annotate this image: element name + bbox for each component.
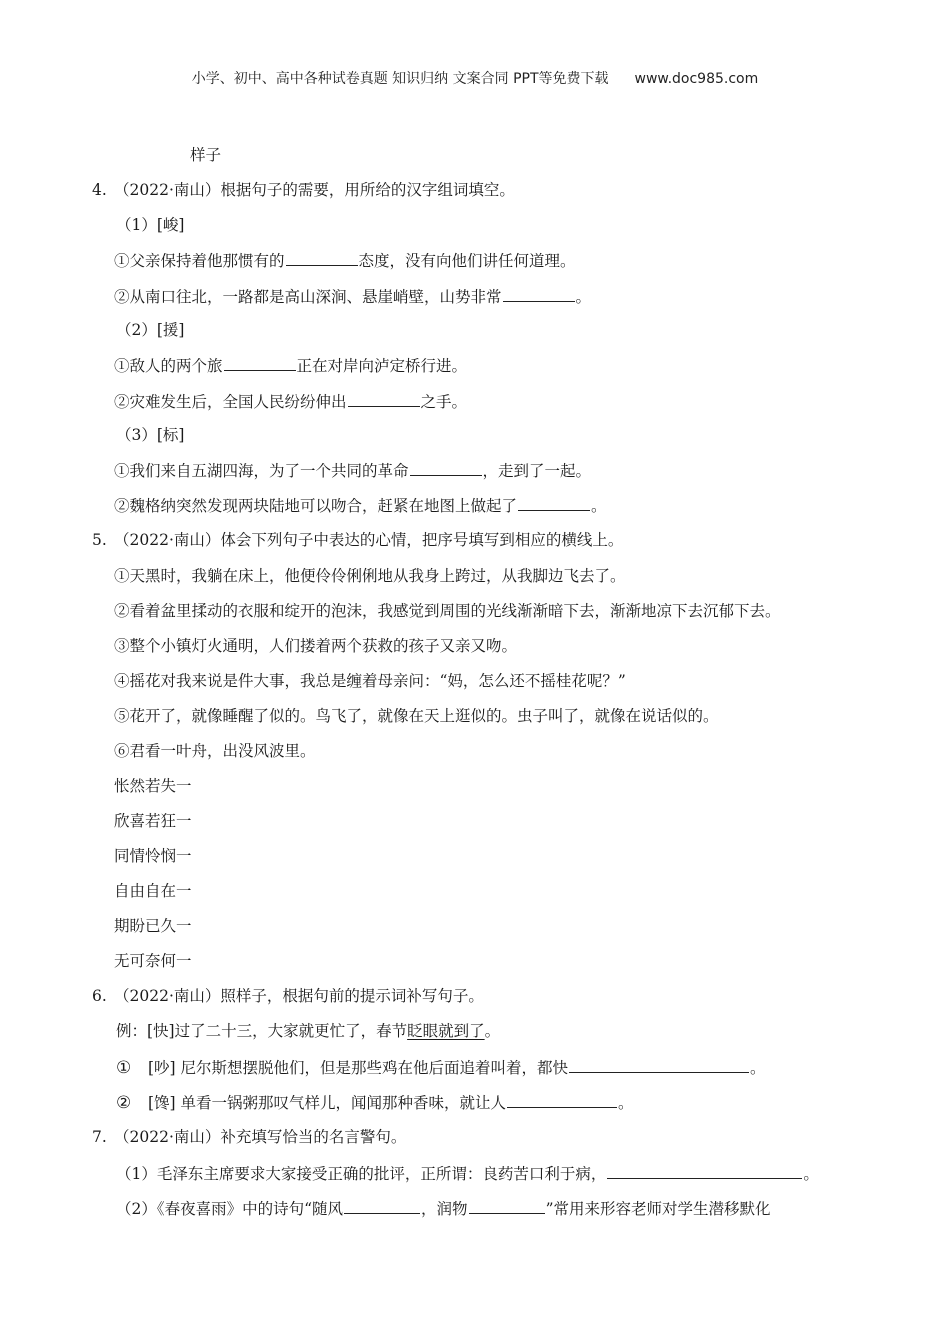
header-text: 小学、初中、高中各种试卷真题 知识归纳 文案合同 PPT等免费下载 (191, 71, 609, 87)
q5-mood-3: 同情怜悯一 (114, 847, 192, 865)
q5-mood-1: 怅然若失一 (114, 777, 192, 795)
example-underlined-phrase: 眨眼就到了 (407, 1022, 485, 1040)
answer-blank[interactable] (507, 1092, 617, 1108)
answer-blank[interactable] (569, 1057, 749, 1073)
answer-blank[interactable] (503, 286, 575, 302)
q5-number: 5. (92, 531, 107, 549)
q6-number: 6. (92, 987, 107, 1005)
q5-sentence-5: ⑤花开了，就像睡醒了似的。鸟飞了，就像在天上逛似的。虫子叫了，就像在说话似的。 (114, 707, 719, 725)
q5-sentence-6: ⑥君看一叶舟，出没风波里。 (114, 742, 316, 760)
header-site: www.doc985.com (634, 71, 759, 87)
q4-part2-item-b: ②灾难发生后，全国人民纷纷伸出 之手。 (114, 393, 468, 411)
q7-number: 7. (92, 1128, 107, 1146)
page-header (0, 68, 950, 88)
q5-mood-6: 无可奈何一 (114, 952, 192, 970)
q6-item-2: ② [馋] 单看一锅粥那叹气样儿，闻闻那种香味，就让人 。 (116, 1093, 634, 1113)
q4-part1-label: （1）[峻] (116, 216, 185, 234)
q5-mood-5: 期盼已久一 (114, 917, 192, 935)
q5-mood-2: 欣喜若狂一 (114, 812, 192, 830)
answer-blank[interactable] (286, 250, 358, 266)
q5-sentence-4: ④摇花对我来说是件大事，我总是缠着母亲问：“妈，怎么还不摇桂花呢？” (114, 672, 626, 690)
q6-stem: （2022·南山）照样子，根据句前的提示词补写句子。 (114, 987, 484, 1005)
q7-part1: （1）毛泽东主席要求大家接受正确的批评，正所谓：良药苦口利于病， 。 (116, 1165, 819, 1183)
q4-part3-item-a: ①我们来自五湖四海，为了一个共同的革命 ，走到了一起。 (114, 462, 592, 480)
q5-sentence-2: ②看着盆里揉动的衣服和绽开的泡沫，我感觉到周围的光线渐渐暗下去，渐渐地凉下去沉郁下去。 (114, 602, 781, 620)
q5-mood-4: 自由自在一 (114, 882, 192, 900)
answer-blank[interactable] (518, 495, 590, 511)
q4-stem: （2022·南山）根据句子的需要，用所给的汉字组词填空。 (114, 181, 515, 199)
q4-part3-item-b: ②魏格纳突然发现两块陆地可以吻合，赶紧在地图上做起了 。 (114, 497, 607, 515)
answer-blank[interactable] (469, 1198, 545, 1214)
answer-blank[interactable] (410, 460, 482, 476)
q4-part3-label: （3）[标] (116, 426, 185, 444)
q6-example: 例：[快]过了二十三，大家就更忙了，春节眨眼就到了。 (116, 1022, 501, 1040)
q5-sentence-3: ③整个小镇灯火通明，人们搂着两个获救的孩子又亲又吻。 (114, 637, 518, 655)
q4-part2-label: （2）[援] (116, 321, 185, 339)
q4-number: 4. (92, 181, 107, 199)
q4-part2-item-a: ①敌人的两个旅 正在对岸向泸定桥行进。 (114, 357, 468, 375)
q4-part1-item-a: ①父亲保持着他那惯有的 态度，没有向他们讲任何道理。 (114, 252, 576, 270)
q6-item-1: ① [吵] 尼尔斯想摆脱他们，但是那些鸡在他后面追着叫着，都快 。 (116, 1058, 766, 1078)
q5-stem: （2022·南山）体会下列句子中表达的心情，把序号填写到相应的横线上。 (114, 531, 624, 549)
continued-text: 样子 (190, 146, 222, 164)
q7-stem: （2022·南山）补充填写恰当的名言警句。 (114, 1128, 407, 1146)
answer-blank[interactable] (224, 355, 296, 371)
answer-blank[interactable] (344, 1198, 420, 1214)
q7-part2: （2）《春夜喜雨》中的诗句“随风 ，润物 ”常用来形容老师对学生潜移默化 (116, 1200, 771, 1218)
q5-sentence-1: ①天黑时，我躺在床上，他便伶伶俐俐地从我身上跨过，从我脚边飞去了。 (114, 567, 626, 585)
answer-blank[interactable] (348, 391, 420, 407)
q4-part1-item-b: ②从南口往北，一路都是高山深涧、悬崖峭壁，山势非常 。 (114, 288, 592, 306)
answer-blank[interactable] (607, 1163, 802, 1179)
